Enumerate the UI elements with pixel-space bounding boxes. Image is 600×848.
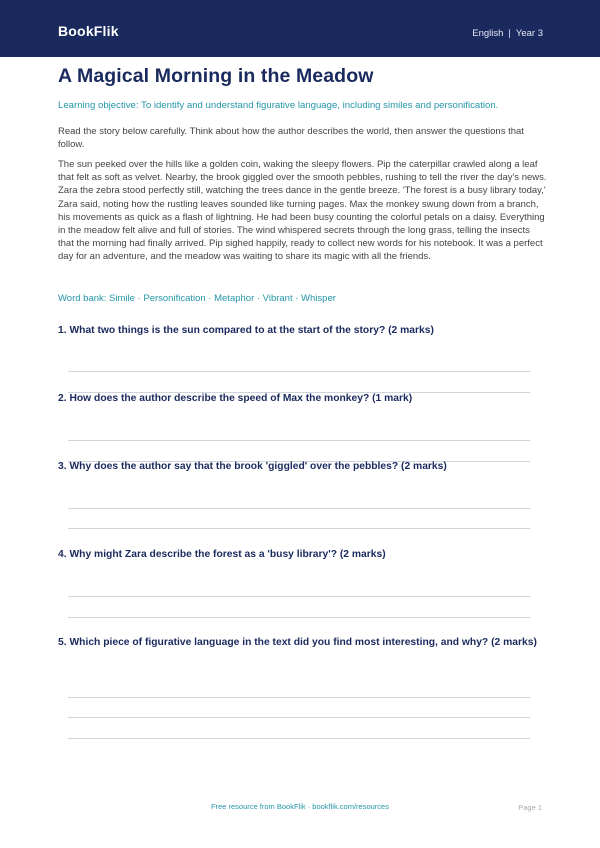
year-label: Year 3 <box>515 28 543 39</box>
answer-line-q1-1[interactable] <box>68 371 530 372</box>
answer-line-q3-1[interactable] <box>68 508 530 509</box>
brand-logo[interactable]: BookFlik <box>58 23 119 39</box>
question-2: 2. How does the author describe the speed of Max the monkey? (1 mark) <box>58 393 413 404</box>
footer-resource-link[interactable]: Free resource from BookFlik · bookflik.com/resources <box>211 802 389 811</box>
meta-separator: | <box>508 28 511 39</box>
question-5: 5. Which piece of figurative language in the text did you find most interesting, and why? (2 marks) <box>58 637 537 648</box>
story-passage: The sun peeked over the hills like a golden coin, waking the sleepy flowers. Pip the caterpillar crawled along a leaf that felt as soft as velvet. Nearby, the brook giggled over the smooth pebbles, rushing to tell the river the day's news. Zara the zebra stood perfectly still, watching the trees dance in the gentle breeze. 'The forest is a busy library today,' Zara said, noting how the rustling leaves sounded like turning pages. Max the monkey swung down from a branch, his movements as quick as a flash of lightning. He had been busy counting the colorful petals on a daisy. Everything in the meadow felt alive and full of stories. The wind whispered secrets through the long grass, telling the insects that the morning had finally arrived. Pip sighed happily, ready to collect new words for his notebook. It was a perfect day for an adventure, and the meadow was waiting to share its magic with all the friends. <box>58 159 547 263</box>
answer-line-q5-3[interactable] <box>68 738 530 739</box>
subject-year-label <box>472 28 543 39</box>
word-bank: Word bank: Simile · Personification · Metaphor · Vibrant · Whisper <box>58 293 336 304</box>
answer-line-q2-1[interactable] <box>68 440 530 441</box>
answer-line-q5-1[interactable] <box>68 697 530 698</box>
instructions-text: Read the story below carefully. Think about how the author describes the world, then answer the questions that follow. <box>58 126 524 150</box>
answer-line-q4-2[interactable] <box>68 617 530 618</box>
subject-label: English <box>472 28 504 39</box>
question-4: 4. Why might Zara describe the forest as a 'busy library'? (2 marks) <box>58 549 386 560</box>
question-3: 3. Why does the author say that the brook 'giggled' over the pebbles? (2 marks) <box>58 461 447 472</box>
answer-line-q4-1[interactable] <box>68 596 530 597</box>
worksheet-title: A Magical Morning in the Meadow <box>58 65 374 87</box>
answer-line-q3-2[interactable] <box>68 528 530 529</box>
page-header <box>0 0 600 57</box>
page-number: Page 1 <box>518 803 542 812</box>
learning-objective: Learning objective: To identify and understand figurative language, including similes and personification. <box>58 100 499 111</box>
question-1: 1. What two things is the sun compared to at the start of the story? (2 marks) <box>58 325 434 336</box>
answer-line-q5-2[interactable] <box>68 717 530 718</box>
